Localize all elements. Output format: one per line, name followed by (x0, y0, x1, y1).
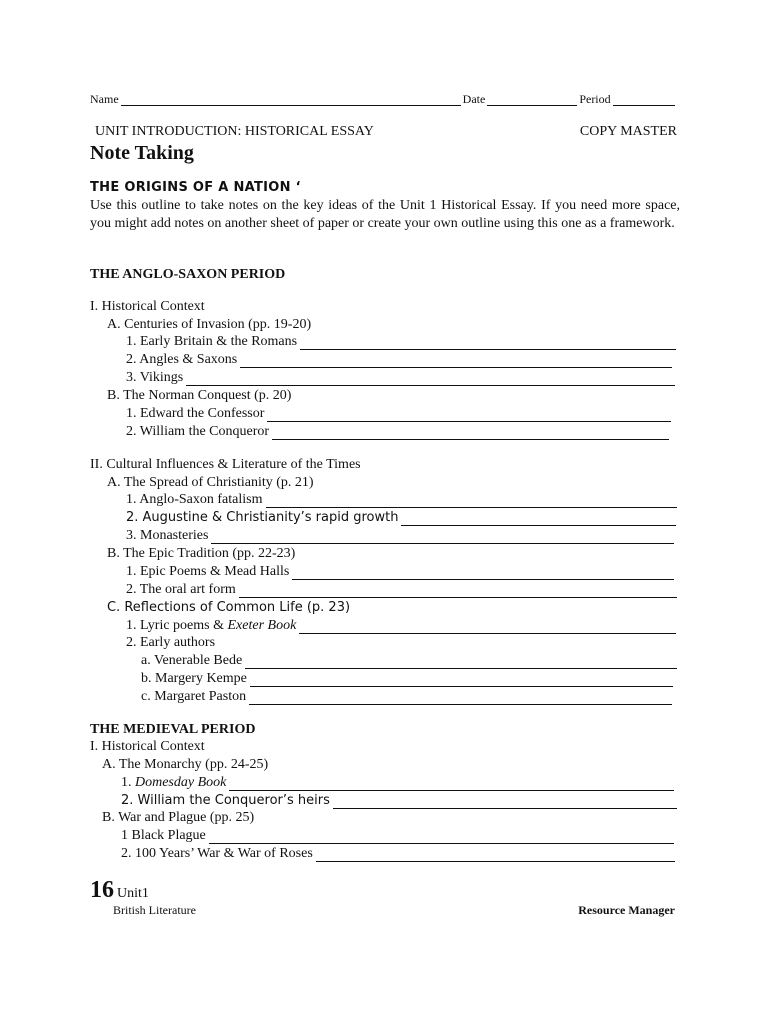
outline-subsection: B. War and Plague (pp. 25) (102, 810, 255, 825)
note-line-oral-art (126, 581, 677, 598)
anglo-saxon-heading: THE ANGLO-SAXON PERIOD (90, 267, 286, 282)
note-line-bede (141, 652, 677, 669)
note-line-kempe (141, 670, 673, 687)
note-blank[interactable] (240, 355, 672, 368)
outline-section: I. Historical Context (90, 299, 205, 314)
note-line-fatalism (126, 491, 677, 508)
period-blank[interactable] (613, 95, 675, 106)
outline-item: 2. Early authors (126, 635, 216, 650)
note-line-vikings (126, 369, 675, 386)
note-line-label: 2. Angles & Saxons (126, 352, 238, 367)
note-line-label (126, 617, 296, 634)
note-blank[interactable] (333, 796, 677, 809)
note-line-label: 1. Epic Poems & Mead Halls (126, 564, 290, 579)
note-line-label-text: 1. Lyric poems & (126, 618, 228, 633)
note-line-augustine (126, 509, 676, 526)
note-blank[interactable] (211, 531, 674, 544)
outline-section: II. Cultural Influences & Literature of the Times (90, 457, 361, 472)
date-label: Date (462, 92, 486, 106)
note-line-label: 3. Monasteries (126, 528, 209, 543)
name-label: Name (90, 92, 119, 106)
note-line-label: 2. Augustine & Christianity’s rapid growth (126, 510, 399, 525)
note-blank[interactable] (299, 621, 676, 634)
intro-paragraph: Use this outline to take notes on the key ideas of the Unit 1 Historical Essay. If you need more space, you might add notes on another sheet of paper or create your own outline using this one as a framework. (90, 198, 680, 231)
note-line-hundred-years-war (121, 845, 675, 862)
book-title: Exeter Book (227, 618, 297, 633)
medieval-heading: THE MEDIEVAL PERIOD (90, 722, 256, 737)
book-title: Domesday Book (135, 775, 227, 790)
outline-subsection: C. Reflections of Common Life (p. 23) (107, 600, 351, 615)
note-line-heirs (121, 792, 677, 809)
page-number: 16 (90, 877, 114, 903)
note-line-angles-saxons (126, 351, 672, 368)
name-blank[interactable] (121, 95, 461, 106)
note-line-label: 2. The oral art form (126, 582, 236, 597)
note-blank[interactable] (209, 831, 674, 844)
note-line-william (126, 423, 669, 440)
note-blank[interactable] (300, 337, 676, 350)
note-line-label: 3. Vikings (126, 370, 184, 385)
note-blank[interactable] (239, 585, 677, 598)
period-label: Period (579, 92, 611, 106)
page-title: Note Taking (90, 142, 194, 164)
outline-subsection: A. The Spread of Christianity (p. 21) (107, 475, 314, 490)
note-blank[interactable] (292, 567, 674, 580)
note-line-domesday (121, 774, 674, 791)
note-line-epic-poems (126, 563, 674, 580)
note-line-label (121, 774, 226, 791)
note-line-label: 2. 100 Years’ War & War of Roses (121, 846, 313, 861)
note-line-label: c. Margaret Paston (141, 689, 247, 704)
note-line-black-plague (121, 827, 674, 844)
note-line-early-britain (126, 333, 676, 350)
outline-subsection: B. The Epic Tradition (pp. 22-23) (107, 546, 296, 561)
note-blank[interactable] (250, 674, 673, 687)
date-blank[interactable] (487, 95, 577, 106)
origins-heading: THE ORIGINS OF A NATION ‘ (90, 180, 301, 195)
book-subtitle: British Literature (113, 903, 196, 917)
outline-subsection: B. The Norman Conquest (p. 20) (107, 388, 292, 403)
note-line-lyric-poems (126, 617, 676, 634)
resource-manager-label: Resource Manager (578, 903, 675, 917)
note-line-monasteries (126, 527, 674, 544)
note-line-edward (126, 405, 671, 422)
note-line-label: 1. Anglo-Saxon fatalism (126, 492, 263, 507)
note-line-label: 2. William the Conqueror (126, 424, 270, 439)
note-line-label: 1 Black Plague (121, 828, 206, 843)
note-line-label: 1. Edward the Confessor (126, 406, 265, 421)
outline-subsection: A. The Monarchy (pp. 24-25) (102, 757, 269, 772)
note-line-label: 1. Early Britain & the Romans (126, 334, 298, 349)
note-blank[interactable] (272, 427, 669, 440)
note-blank[interactable] (267, 409, 671, 422)
outline-section: I. Historical Context (90, 739, 205, 754)
note-blank[interactable] (266, 495, 678, 508)
note-blank[interactable] (249, 692, 672, 705)
note-line-label-text: 1. (121, 775, 135, 790)
note-line-paston (141, 688, 672, 705)
note-blank[interactable] (401, 513, 676, 526)
note-blank[interactable] (229, 778, 674, 791)
note-blank[interactable] (316, 849, 675, 862)
note-line-label: b. Margery Kempe (141, 671, 247, 686)
note-blank[interactable] (186, 373, 675, 386)
unit-label: Unit1 (117, 886, 149, 901)
name-date-period-row (90, 92, 677, 106)
unit-intro-label: UNIT INTRODUCTION: HISTORICAL ESSAY (95, 124, 374, 139)
note-blank[interactable] (245, 656, 677, 669)
copy-master-label: COPY MASTER (579, 124, 677, 139)
note-line-label: a. Venerable Bede (141, 653, 243, 668)
outline-subsection: A. Centuries of Invasion (pp. 19-20) (107, 317, 312, 332)
note-line-label: 2. William the Conqueror’s heirs (121, 793, 330, 808)
